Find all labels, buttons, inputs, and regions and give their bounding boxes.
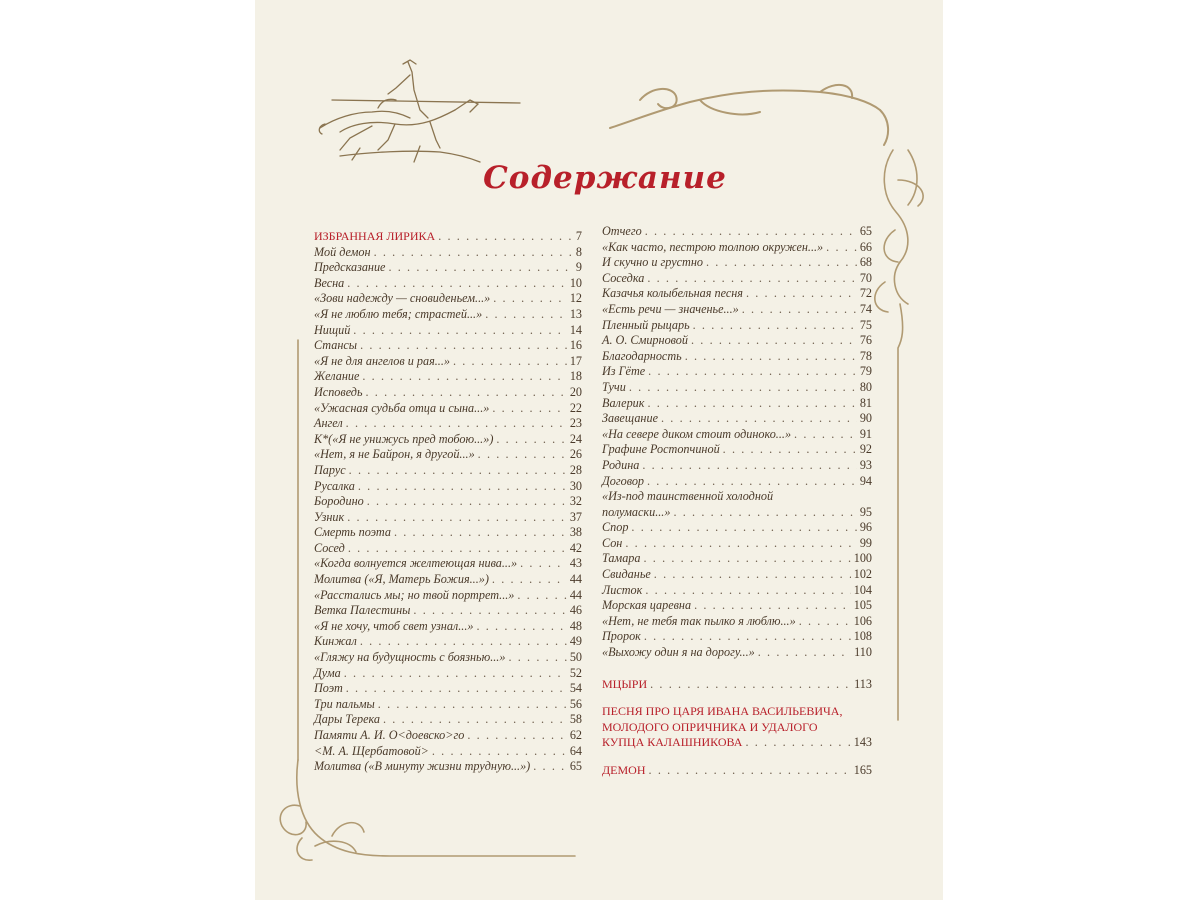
dot-leader [360, 338, 567, 354]
dot-leader [625, 536, 856, 552]
toc-entry[interactable] [314, 666, 582, 682]
toc-entry-page: 76 [859, 333, 872, 348]
toc-entry-page: 65 [859, 224, 872, 238]
section-page: 113 [854, 676, 872, 691]
toc-entry-title: Дума [314, 665, 341, 680]
toc-entry[interactable] [314, 323, 582, 339]
toc-entry-page: 14 [569, 322, 582, 337]
dot-leader [799, 614, 851, 630]
toc-section-demon[interactable] [602, 763, 872, 779]
toc-entry-page: 79 [859, 364, 872, 379]
toc-entry[interactable] [314, 572, 582, 588]
toc-entry[interactable] [314, 260, 582, 276]
section-title: ДЕМОН [602, 763, 646, 777]
section-page: 143 [853, 735, 872, 750]
toc-entry-title: Русалка [314, 478, 355, 493]
toc-entry[interactable] [602, 411, 872, 427]
toc-section-mtsyri[interactable] [602, 677, 872, 693]
toc-entry-title: Желание [314, 369, 360, 384]
dot-leader [496, 432, 566, 448]
toc-entry-title: Предсказание [314, 260, 386, 275]
page-title: Содержание [483, 160, 727, 196]
toc-entry-title: Родина [602, 457, 640, 472]
toc-entry[interactable] [314, 759, 582, 775]
toc-entry[interactable] [602, 520, 872, 536]
toc-entry-page: 49 [569, 634, 582, 649]
toc-entry-page: 43 [569, 556, 582, 571]
toc-entry[interactable] [602, 567, 872, 583]
toc-entry-page: 78 [859, 348, 872, 363]
toc-entry-page: 48 [569, 618, 582, 633]
toc-entry-page: 110 [854, 645, 872, 660]
toc-entry[interactable] [314, 634, 582, 650]
dot-leader [648, 364, 857, 380]
toc-entry-page: 42 [569, 540, 582, 555]
dot-leader [642, 458, 856, 474]
dot-leader [694, 598, 851, 614]
toc-entry-title: А. О. Смирновой [602, 333, 688, 348]
toc-entry-title: «Я не для ангелов и рая...» [314, 353, 450, 368]
toc-entry[interactable] [602, 536, 872, 552]
dot-leader [367, 494, 567, 510]
toc-entry-title: Весна [314, 275, 345, 290]
toc-entry-title: Кинжал [314, 634, 357, 649]
dot-leader [723, 442, 857, 458]
toc-entry-page: 24 [569, 431, 582, 446]
dot-leader [647, 474, 857, 490]
toc-entry[interactable] [602, 240, 872, 256]
toc-entry-page: 81 [859, 395, 872, 410]
toc-entry[interactable] [602, 442, 872, 458]
toc-entry-title: Отчего [602, 224, 642, 238]
toc-entry-title: ИЗБРАННАЯ ЛИРИКА [314, 229, 436, 243]
toc-entry-title: Парус [314, 462, 346, 477]
dot-leader [438, 229, 573, 245]
dot-leader [649, 763, 851, 779]
toc-entry[interactable] [314, 619, 582, 635]
toc-entry-page: 72 [859, 286, 872, 301]
toc-entry-page: 7 [575, 229, 582, 243]
dot-leader [346, 681, 567, 697]
toc-entry[interactable] [602, 302, 872, 318]
toc-entry-title: Исповедь [314, 384, 363, 399]
toc-entry[interactable] [602, 583, 872, 599]
toc-entry-title: «Когда волнуется желтеющая нива...» [314, 556, 518, 571]
toc-entry-page: 23 [569, 416, 582, 431]
toc-entry-title: Три пальмы [314, 696, 375, 711]
toc-entry-page: 105 [853, 598, 872, 613]
toc-entry-page: 66 [859, 239, 872, 254]
dot-leader [485, 307, 567, 323]
toc-entry-page: 58 [569, 712, 582, 727]
dot-leader [517, 588, 566, 604]
toc-entry-title: «Ужасная судьба отца и сына...» [314, 400, 490, 415]
toc-entry-page: 9 [575, 260, 582, 275]
toc-entry-title: Спор [602, 520, 629, 535]
toc-entry-page: 70 [859, 270, 872, 285]
toc-entry[interactable] [314, 307, 582, 323]
toc-entry-page: 90 [859, 411, 872, 426]
dot-leader [344, 666, 567, 682]
dot-leader [467, 728, 566, 744]
dot-leader [745, 735, 850, 751]
toc-entry-page: 64 [569, 743, 582, 758]
toc-entry[interactable] [314, 479, 582, 495]
dot-leader [347, 276, 567, 292]
dot-leader [383, 712, 567, 728]
toc-entry[interactable] [314, 744, 582, 760]
toc-entry-title: <М. А. Щербатовой> [314, 743, 429, 758]
toc-entry-page: 22 [569, 400, 582, 415]
toc-entry[interactable] [602, 474, 872, 490]
toc-entry-title: Ветка Палестины [314, 603, 411, 618]
toc-entry-title: Сосед [314, 540, 345, 555]
toc-entry[interactable] [314, 650, 582, 666]
toc-entry[interactable] [314, 510, 582, 526]
toc-entry-title: «Нет, не тебя так пылко я люблю...» [602, 613, 796, 628]
toc-entry-title: К*(«Я не унижусь пред тобою...») [314, 431, 494, 446]
toc-entry-title: Пророк [602, 629, 641, 644]
toc-entry[interactable] [602, 349, 872, 365]
toc-entry-title: «Выхожу один я на дорогу...» [602, 645, 755, 660]
toc-entry-title: Сон [602, 535, 623, 550]
toc-entry[interactable] [314, 385, 582, 401]
toc-entry-page: 99 [859, 535, 872, 550]
dot-leader [353, 323, 567, 339]
dot-leader [794, 427, 857, 443]
dot-leader [520, 556, 567, 572]
toc-entry[interactable] [314, 416, 582, 432]
dot-leader [362, 369, 566, 385]
toc-entry-page: 62 [569, 728, 582, 742]
toc-entry[interactable] [602, 380, 872, 396]
toc-entry[interactable] [314, 276, 582, 292]
toc-entry[interactable] [314, 697, 582, 713]
toc-entry-page: 80 [859, 379, 872, 394]
toc-entry[interactable] [314, 588, 582, 604]
dot-leader [508, 650, 566, 666]
toc-entry-page: 92 [859, 442, 872, 457]
dot-leader [394, 525, 567, 541]
toc-entry[interactable] [314, 401, 582, 417]
toc-column-right [602, 224, 872, 779]
toc-entry-page: 46 [569, 603, 582, 618]
toc-entry[interactable] [602, 645, 872, 661]
toc-entry-page: 100 [853, 551, 872, 566]
dot-leader [644, 551, 851, 567]
dot-leader [358, 479, 567, 495]
toc-entry-title: Из Гёте [602, 364, 646, 379]
dot-leader [706, 255, 857, 271]
dot-leader [742, 302, 857, 318]
dot-leader [758, 645, 851, 661]
dot-leader [492, 572, 567, 588]
toc-entry[interactable] [602, 629, 872, 645]
dot-leader [492, 401, 566, 417]
toc-entry-page: 106 [853, 613, 872, 628]
toc-entry-page: 17 [569, 353, 582, 368]
toc-entry-page: 13 [569, 306, 582, 321]
dot-leader [661, 411, 857, 427]
dot-leader [388, 260, 572, 276]
toc-entry-title: Узник [314, 509, 345, 524]
toc-entry-page: 8 [575, 244, 582, 259]
dot-leader [746, 286, 857, 302]
toc-entry-page: 94 [859, 473, 872, 488]
toc-entry-page: 95 [859, 504, 872, 519]
dot-leader [647, 396, 856, 412]
toc-entry-title: «Гляжу на будущность с боязнью...» [314, 650, 506, 665]
toc-section-pesnya[interactable] [602, 704, 872, 751]
toc-entry-title: Тамара [602, 551, 641, 566]
toc-entry[interactable] [314, 463, 582, 479]
toc-entry-title: «Зови надежду — сновиденьем...» [314, 291, 491, 306]
dot-leader [360, 634, 567, 650]
toc-entry[interactable] [602, 551, 872, 567]
toc-entry[interactable] [602, 396, 872, 412]
section-title: МЦЫРИ [602, 676, 648, 691]
toc-entry-title: Завещание [602, 411, 658, 426]
toc-entry-page: 102 [853, 567, 872, 582]
toc-entry-title: полумаски...» [602, 504, 671, 519]
toc-entry-title: «Нет, я не Байрон, я другой...» [314, 447, 475, 462]
toc-entry-title: Графине Ростопчиной [602, 442, 720, 457]
toc-entry[interactable] [314, 525, 582, 541]
dot-leader [650, 677, 851, 693]
dot-leader [346, 416, 567, 432]
toc-entry-title: Бородино [314, 494, 364, 509]
dot-leader [378, 697, 567, 713]
toc-entry[interactable] [314, 338, 582, 354]
toc-entry-title: Валерик [602, 395, 645, 410]
toc-entry-page: 28 [569, 462, 582, 477]
toc-entry-title: Пленный рыцарь [602, 317, 690, 332]
toc-entry-page: 96 [859, 520, 872, 535]
toc-entry-page: 104 [853, 582, 872, 597]
toc-entry-page: 16 [569, 338, 582, 353]
toc-entry[interactable] [602, 364, 872, 380]
toc-entry-title: Ангел [314, 416, 343, 431]
toc-entry[interactable] [314, 245, 582, 261]
dot-leader [374, 245, 573, 261]
toc-entry[interactable] [314, 494, 582, 510]
toc-entry[interactable] [314, 728, 582, 744]
horseman-sketch-icon [319, 60, 520, 162]
toc-entry-title: «На севере диком стоит одиноко...» [602, 426, 792, 441]
dot-leader [685, 349, 857, 365]
toc-entry-page: 65 [569, 759, 582, 774]
toc-entry-page: 10 [569, 275, 582, 290]
dot-leader [693, 318, 857, 334]
toc-entry-page: 18 [569, 369, 582, 384]
toc-entry-title: «Я не хочу, чтоб свет узнал...» [314, 618, 474, 633]
toc-entry-line: «Из-под таинственной холодной [602, 489, 774, 504]
toc-entry-page: 54 [569, 681, 582, 696]
dot-leader [647, 271, 856, 287]
toc-entry[interactable] [314, 603, 582, 619]
dot-leader [347, 510, 567, 526]
toc-entry[interactable] [602, 614, 872, 630]
toc-entry-title: Казачья колыбельная песня [602, 286, 743, 301]
toc-entry-title: И скучно и грустно [602, 255, 703, 270]
toc-entry[interactable] [602, 318, 872, 334]
toc-entry-title: Дары Терека [314, 712, 380, 727]
dot-leader [645, 583, 850, 599]
toc-entry-title: Памяти А. И. О<доевско>го [314, 728, 465, 742]
toc-entry-page: 56 [569, 696, 582, 711]
toc-entry[interactable] [602, 286, 872, 302]
dot-leader [453, 354, 567, 370]
dot-leader [476, 619, 566, 635]
dot-leader [493, 291, 567, 307]
toc-entry[interactable] [314, 291, 582, 307]
dot-leader [348, 541, 567, 557]
toc-entry-title: Свиданье [602, 567, 651, 582]
toc-entry[interactable] [314, 369, 582, 385]
toc-entry[interactable] [602, 598, 872, 614]
toc-entry-page: 75 [859, 317, 872, 332]
dot-leader [533, 759, 567, 775]
toc-entry-title: Молитва («Я, Матерь Божия...») [314, 572, 489, 587]
toc-entry-page: 91 [859, 426, 872, 441]
dot-leader [631, 520, 856, 536]
toc-entry[interactable] [602, 271, 872, 287]
dot-leader [349, 463, 567, 479]
dot-leader [432, 744, 567, 760]
toc-entry-title: Поэт [314, 681, 343, 696]
toc-entry-title: Договор [602, 473, 645, 488]
dot-leader [413, 603, 566, 619]
toc-entry[interactable] [314, 556, 582, 572]
toc-section-heading[interactable] [314, 229, 582, 245]
dot-leader [478, 447, 567, 463]
toc-entry-title: Благодарность [602, 348, 682, 363]
toc-column-left [314, 229, 582, 775]
dot-leader [691, 333, 857, 349]
toc-entry-title: Тучи [602, 379, 626, 394]
toc-entry-title: «Как часто, пестрою толпою окружен...» [602, 239, 824, 254]
dot-leader [673, 505, 856, 521]
section-title-line: КУПЦА КАЛАШНИКОВА [602, 735, 743, 750]
section-page: 165 [853, 763, 872, 777]
toc-entry-title: Стансы [314, 338, 358, 353]
toc-entry[interactable] [602, 333, 872, 349]
toc-entry-title: Морская царевна [602, 598, 692, 613]
toc-entry[interactable] [602, 427, 872, 443]
toc-entry-page: 12 [569, 291, 582, 306]
dot-leader [645, 224, 857, 240]
toc-entry[interactable] [314, 712, 582, 728]
dot-leader [654, 567, 851, 583]
toc-entry-title: Смерть поэта [314, 525, 391, 540]
toc-entry-title: Нищий [314, 322, 351, 337]
toc-entry-page: 93 [859, 457, 872, 472]
toc-entry[interactable] [602, 224, 872, 240]
toc-entry-page: 37 [569, 509, 582, 524]
section-title-line: МОЛОДОГО ОПРИЧНИКА И УДАЛОГО [602, 719, 818, 734]
toc-entry-title: Листок [602, 582, 643, 597]
toc-entry[interactable] [314, 354, 582, 370]
dot-leader [366, 385, 567, 401]
toc-entry[interactable] [314, 681, 582, 697]
toc-entry-title: Мой демон [314, 244, 371, 259]
toc-entry-title: «Есть речи — значенье...» [602, 301, 739, 316]
toc-entry-page: 26 [569, 447, 582, 462]
toc-entry[interactable] [314, 432, 582, 448]
toc-entry-page: 44 [569, 572, 582, 587]
toc-entry-title: Молитва («В минуту жизни трудную...») [314, 759, 531, 774]
toc-entry[interactable] [602, 458, 872, 474]
toc-entry-page: 32 [569, 494, 582, 509]
toc-entry-title: Соседка [602, 270, 645, 285]
toc-entry-page: 38 [569, 525, 582, 540]
toc-entry-page: 108 [853, 629, 872, 644]
toc-entry-page: 74 [859, 301, 872, 316]
dot-leader [644, 629, 851, 645]
dot-leader [826, 240, 857, 256]
toc-entry-title: «Я не люблю тебя; страстей...» [314, 306, 483, 321]
toc-entry-page: 30 [569, 478, 582, 493]
toc-entry-page: 68 [859, 255, 872, 270]
section-title-line: ПЕСНЯ ПРО ЦАРЯ ИВАНА ВАСИЛЬЕВИЧА, [602, 704, 843, 719]
toc-entry-page: 44 [569, 587, 582, 602]
toc-entry-page: 20 [569, 384, 582, 399]
dot-leader [629, 380, 857, 396]
toc-entry-page: 52 [569, 665, 582, 680]
toc-entry[interactable] [602, 255, 872, 271]
toc-entry[interactable] [314, 541, 582, 557]
toc-entry-page: 50 [569, 650, 582, 665]
toc-entry-wrapped[interactable] [602, 489, 872, 520]
toc-entry[interactable] [314, 447, 582, 463]
toc-entry-title: «Расстались мы; но твой портрет...» [314, 587, 515, 602]
